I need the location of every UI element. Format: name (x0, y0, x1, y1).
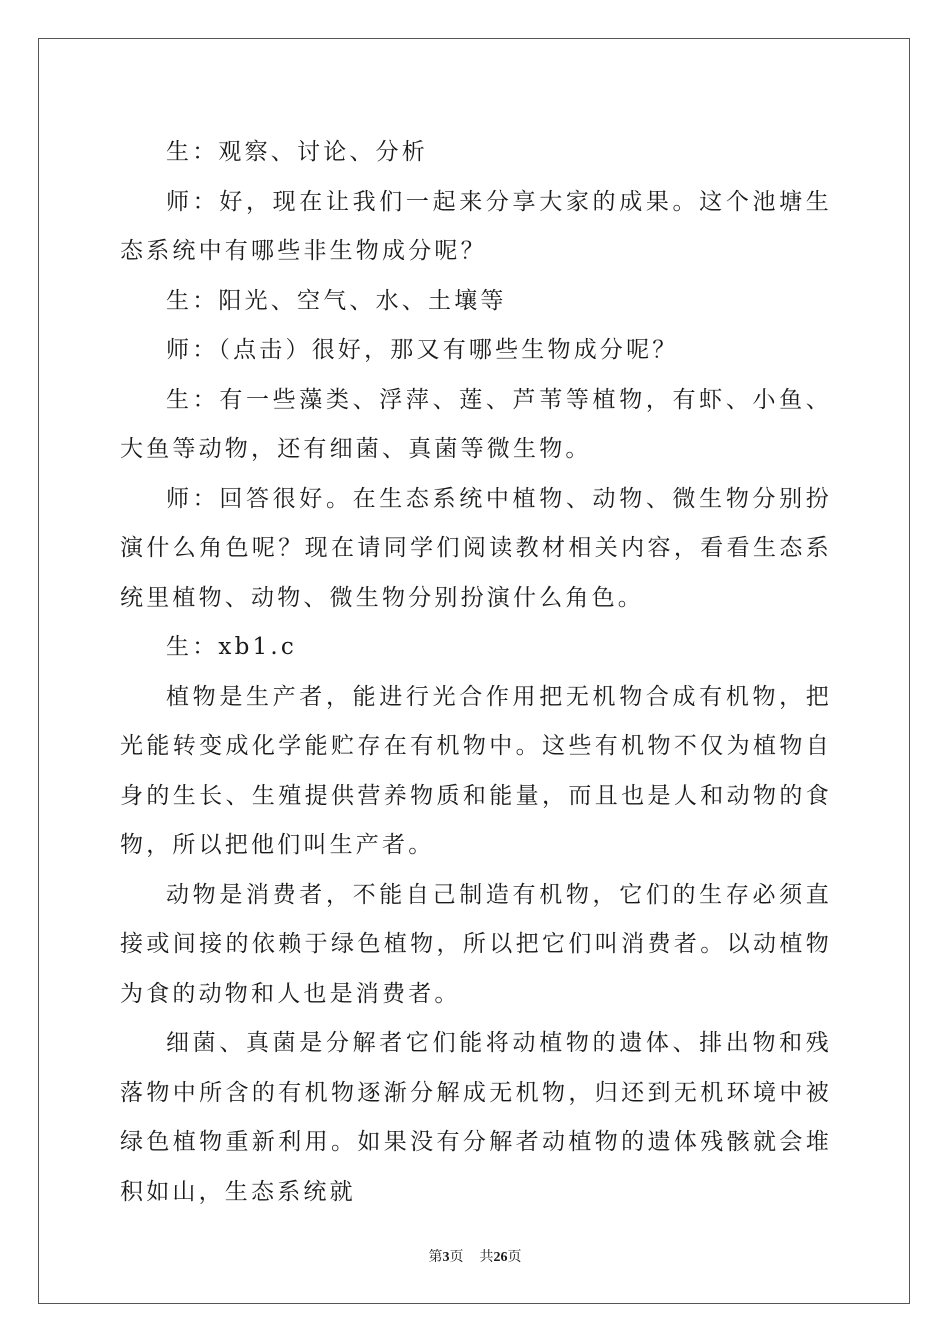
paragraph: 师：回答很好。在生态系统中植物、动物、微生物分别扮演什么角色呢？现在请同学们阅读教材相关内容，看看生态系统里植物、动物、微生物分别扮演什么角色。 (120, 485, 832, 611)
paragraph: 生：有一些藻类、浮萍、莲、芦苇等植物，有虾、小鱼、大鱼等动物，还有细菌、真菌等微生物。 (120, 386, 832, 462)
page-number-label: 第3页 (428, 1249, 464, 1265)
paragraph: 植物是生产者，能进行光合作用把无机物合成有机物，把光能转变成化学能贮存在有机物中。这些有机物不仅为植物自身的生长、生殖提供营养物质和能量，而且也是人和动物的食物，所以把他们叫生产者。 (120, 683, 832, 858)
paragraph: 细菌、真菌是分解者它们能将动植物的遗体、排出物和残落物中所含的有机物逐渐分解成无机物，归还到无机环境中被绿色植物重新利用。如果没有分解者动植物的遗体残骸就会堆积如山，生态系统就 (120, 1030, 832, 1205)
paragraph: 生：xb1.c (166, 634, 297, 660)
current-page-number: 3 (442, 1250, 450, 1265)
total-pages-number: 26 (493, 1250, 508, 1265)
document-body (120, 128, 832, 1217)
paragraph: 师：（点击）很好，那又有哪些生物成分呢？ (166, 337, 679, 363)
paragraph: 师：好，现在让我们一起来分享大家的成果。这个池塘生态系统中有哪些非生物成分呢？ (120, 188, 832, 264)
paragraph: 生：阳光、空气、水、土壤等 (166, 287, 507, 314)
paragraph: 生：观察、讨论、分析 (166, 139, 428, 165)
total-pages-label: 共26页 (479, 1249, 522, 1265)
paragraph: 动物是消费者，不能自己制造有机物，它们的生存必须直接或间接的依赖于绿色植物，所以把它们叫消费者。以动植物为食的动物和人也是消费者。 (120, 881, 832, 1007)
page-footer (0, 1247, 950, 1268)
